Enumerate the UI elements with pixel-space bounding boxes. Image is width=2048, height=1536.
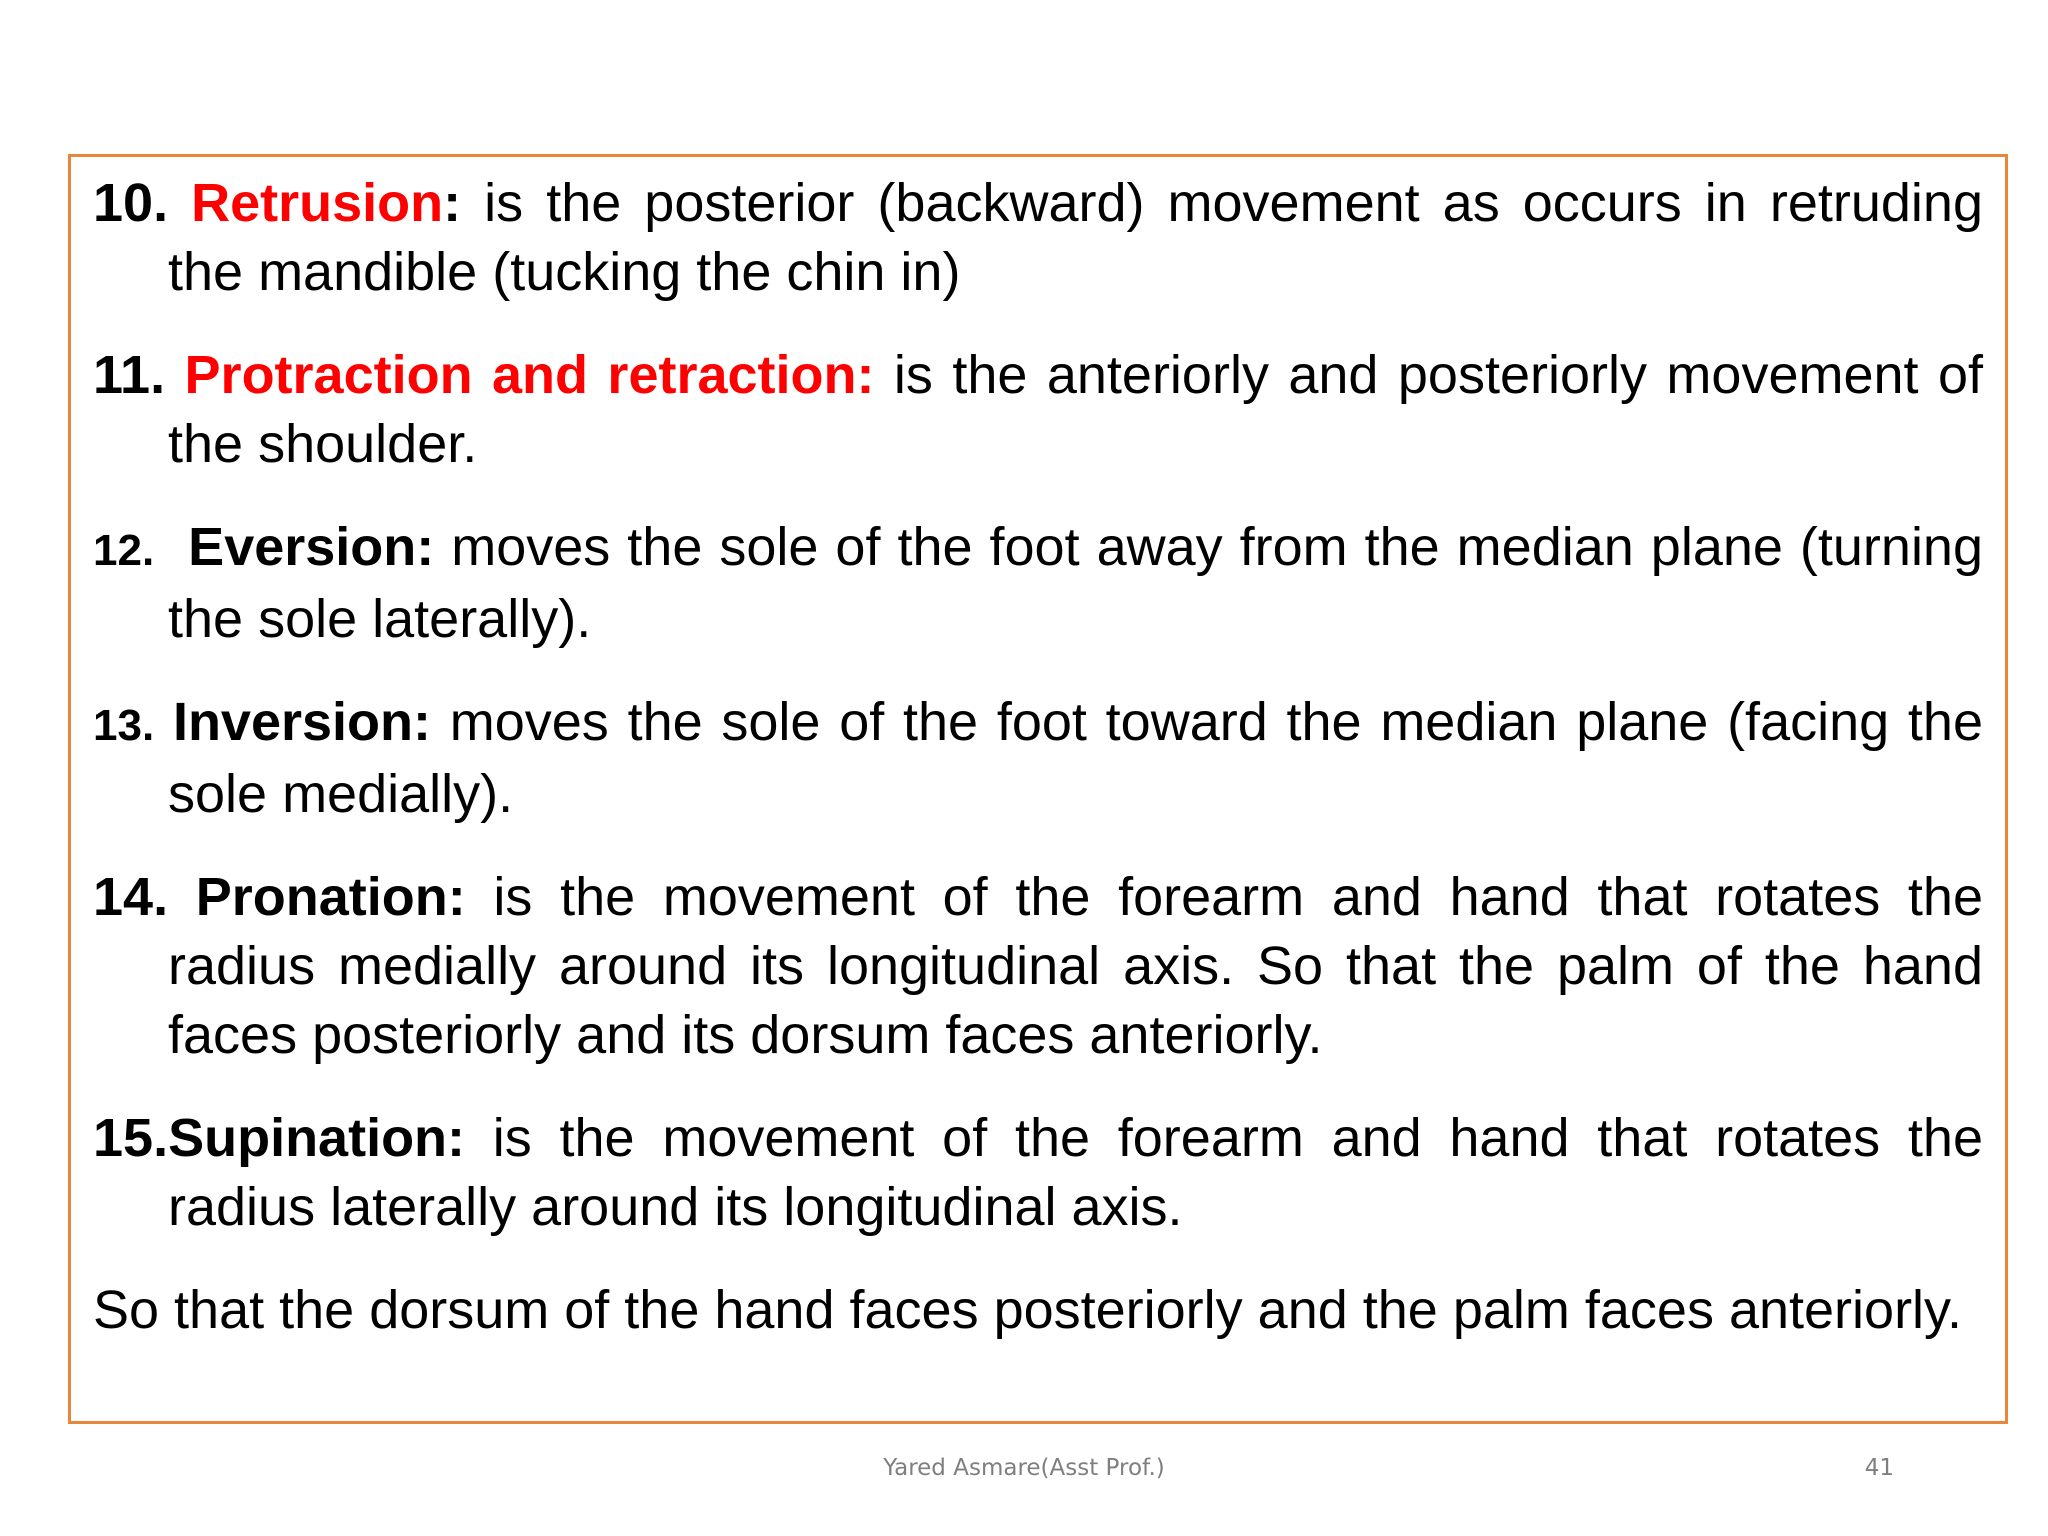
item-text: is the movement of the forearm and hand that rotates the radius laterally around its longitudinal axis. [168, 1108, 1983, 1237]
item-text: is the posterior (backward) movement as occurs in retruding the mandible (tucking the chin in) [168, 173, 1983, 302]
item-term: Eversion: [188, 517, 435, 577]
list-item-supination [93, 1104, 1983, 1242]
item-text: moves the sole of the foot toward the median plane (facing the sole medially). [168, 692, 1983, 824]
item-number: 14. [93, 867, 169, 927]
footer-author: Yared Asmare(Asst Prof.) [883, 1455, 1165, 1481]
item-text: is the anteriorly and posteriorly movement of the shoulder. [168, 345, 1983, 474]
item-number: 11. [93, 345, 166, 405]
item-number: 10. [93, 173, 169, 233]
content-box [68, 154, 2008, 1424]
item-text: moves the sole of the foot away from the median plane (turning the sole laterally). [168, 517, 1983, 649]
item-term: Inversion: [172, 692, 431, 752]
item-term: Pronation: [195, 867, 466, 927]
item-term: Protraction and retraction: [184, 345, 875, 405]
item-term: Retrusion [191, 173, 444, 233]
list-item-retrusion [93, 169, 1983, 307]
list-item-protraction-retraction [93, 341, 1983, 479]
list-item-eversion [93, 513, 1983, 654]
item-number: 13. [93, 701, 155, 750]
list-item-pronation [93, 863, 1983, 1070]
item-term-colon: : [443, 173, 462, 233]
page-number: 41 [1864, 1455, 1894, 1481]
item-term: Supination: [168, 1108, 466, 1168]
item-number: 12. [93, 526, 155, 575]
item-text: is the movement of the forearm and hand that rotates the radius medially around its longitudinal axis. So that the palm of the hand faces posteriorly and its dorsum faces anteriorly. [168, 867, 1983, 1065]
closing-paragraph: So that the dorsum of the hand faces posteriorly and the palm faces anteriorly. [93, 1280, 1963, 1340]
item-number: 15. [93, 1108, 169, 1168]
list-item-inversion [93, 688, 1983, 829]
